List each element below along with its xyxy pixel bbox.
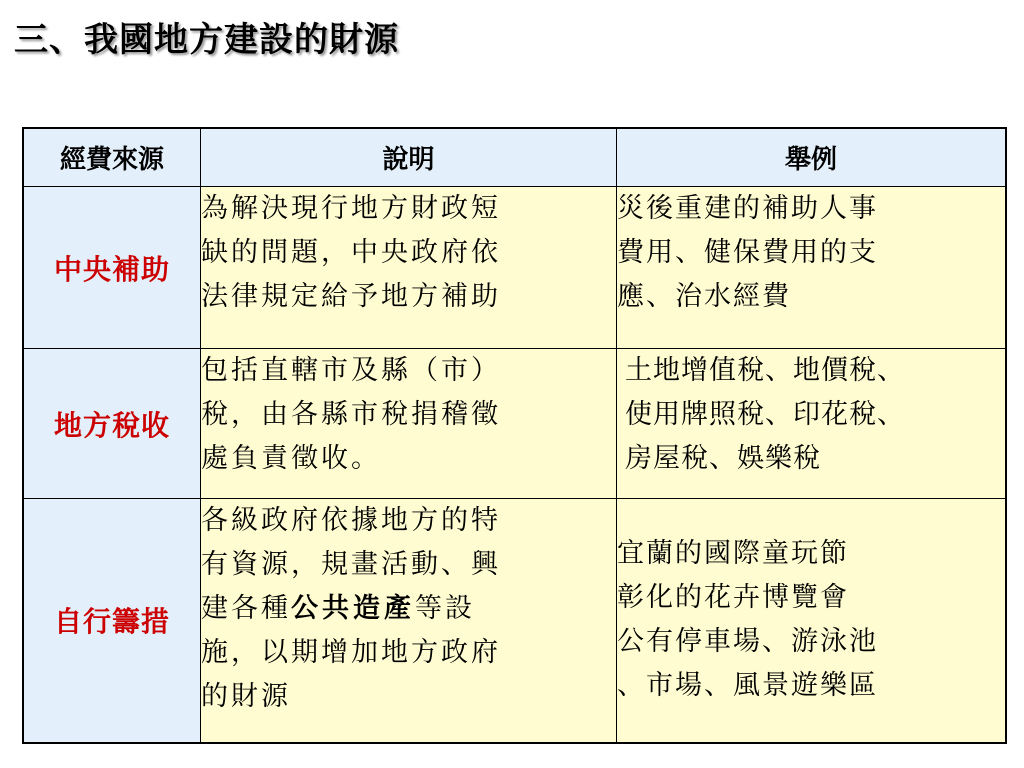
description-line: 處負責徵收。	[201, 443, 381, 474]
example-line: 公有停車場、游泳池	[617, 626, 878, 658]
example-line: 災後重建的補助人事	[617, 193, 878, 224]
column-header-source: 經費來源	[23, 128, 201, 187]
examples-cell	[617, 187, 1007, 349]
description-line: 為解決現行地方財政短	[201, 193, 501, 224]
page-title: 三、我國地方建設的財源	[14, 20, 399, 60]
example-line: 土地增值稅、地價稅、	[625, 355, 905, 386]
description-cell	[201, 187, 617, 349]
description-line: 缺的問題，中央政府依	[201, 237, 501, 268]
example-line: 費用、健保費用的支	[617, 237, 878, 268]
description-line: 稅，由各縣市稅捐稽徵	[201, 399, 501, 430]
public-enterprise-emphasis: 公共造產	[291, 593, 415, 624]
examples-cell	[617, 499, 1007, 743]
example-line: 應、治水經費	[617, 281, 791, 312]
source-cell: 中央補助	[23, 187, 201, 349]
example-line: 彰化的花卉博覽會	[617, 582, 849, 614]
description-line: 法律規定給予地方補助	[201, 281, 501, 312]
source-cell: 地方稅收	[23, 349, 201, 499]
example-line: 、市場、風景遊樂區	[617, 670, 878, 702]
column-header-description: 說明	[201, 128, 617, 187]
example-line: 使用牌照稅、印花稅、	[625, 399, 905, 430]
description-line: 包括直轄市及縣（市）	[201, 355, 501, 386]
description-line: 各級政府依據地方的特	[201, 505, 501, 536]
table-row	[23, 499, 1006, 743]
description-cell	[201, 349, 617, 499]
description-line: 的財源	[201, 681, 291, 712]
table-row	[23, 187, 1006, 349]
description-cell	[201, 499, 617, 743]
description-text: 建各種	[201, 593, 291, 624]
funding-sources-table	[22, 127, 1007, 744]
example-line: 宜蘭的國際童玩節	[617, 538, 849, 570]
description-line	[201, 587, 616, 631]
description-text: 等設	[415, 593, 475, 624]
column-header-examples: 舉例	[617, 128, 1007, 187]
table-header-row	[23, 128, 1006, 187]
table-row	[23, 349, 1006, 499]
description-line: 施，以期增加地方政府	[201, 637, 501, 668]
examples-cell	[617, 349, 1007, 499]
description-line: 有資源，規畫活動、興	[201, 549, 501, 580]
example-line: 房屋稅、娛樂稅	[625, 443, 821, 474]
source-cell: 自行籌措	[23, 499, 201, 743]
